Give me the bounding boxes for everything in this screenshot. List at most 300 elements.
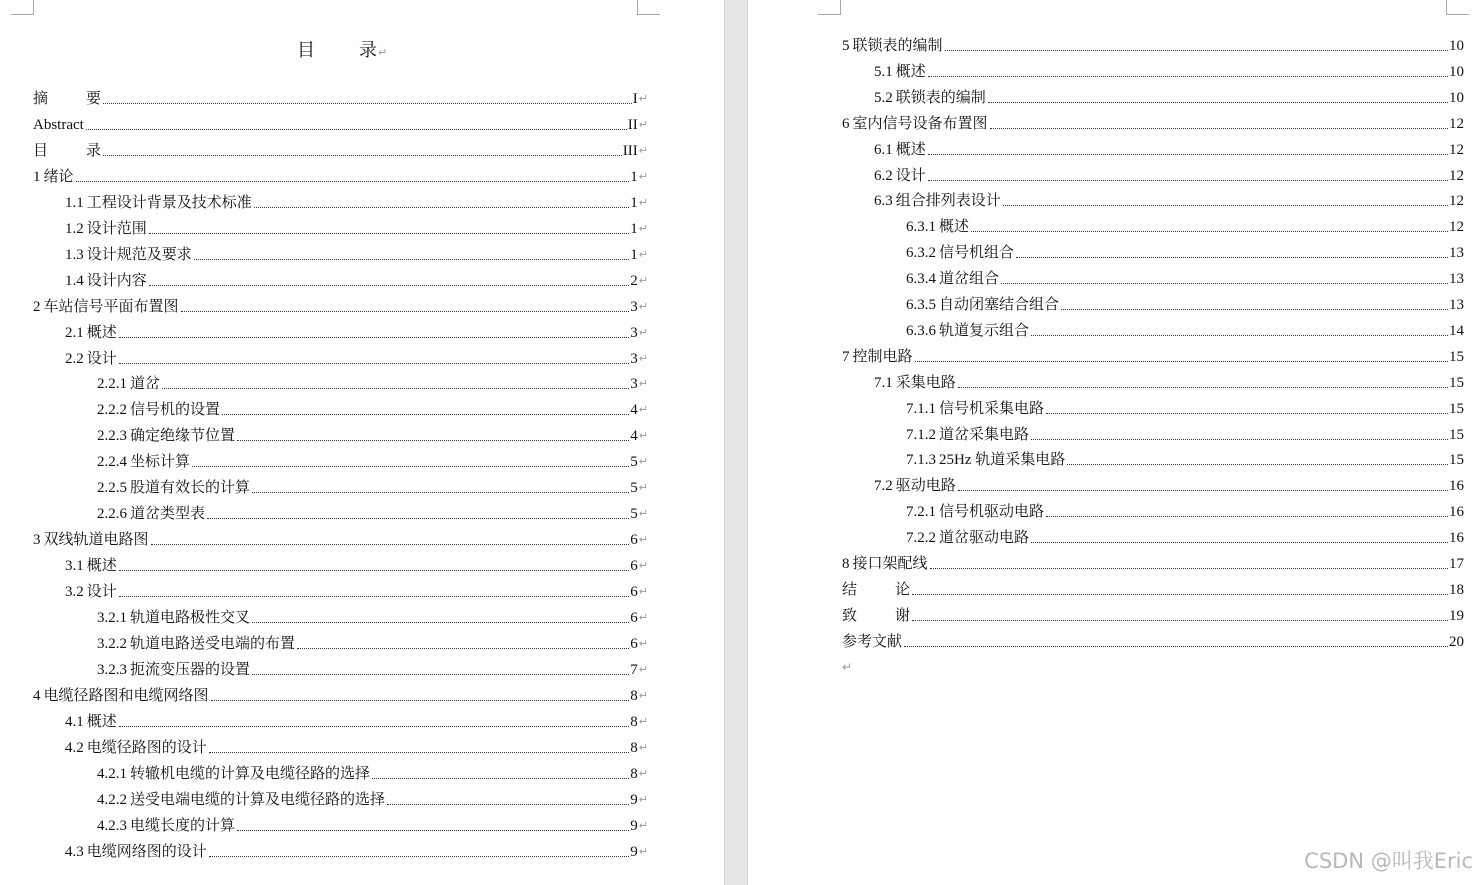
toc-entry[interactable]: [874, 140, 1464, 160]
toc-leader-dots: [209, 752, 630, 753]
toc-entry-label: [874, 62, 928, 82]
toc-entry[interactable]: [65, 245, 648, 265]
toc-entry-page: 3: [630, 298, 638, 315]
toc-entry-text: 信号机的设置: [130, 402, 221, 419]
toc-entry-label: [842, 632, 904, 652]
paragraph-mark-icon: ↵: [638, 611, 648, 624]
toc-leader-dots: [209, 856, 630, 857]
toc-entry-page: 15: [1449, 374, 1464, 391]
toc-entry-number: 4.1: [65, 713, 84, 730]
toc-entry-label: [97, 504, 207, 524]
toc-entry[interactable]: [97, 504, 648, 524]
toc-entry-text: 工程设计背景及技术标准: [86, 194, 252, 211]
toc-entry-text: 设计规范及要求: [86, 246, 192, 263]
toc-entry-label: [874, 191, 1003, 211]
toc-entry-number: 7.2.1: [906, 504, 936, 521]
toc-leader-dots: [928, 180, 1448, 181]
paragraph-mark-icon: ↵: [638, 169, 648, 183]
toc-entry-text: 概述: [86, 324, 117, 341]
paragraph-mark-icon: ↵: [638, 455, 648, 469]
toc-entry[interactable]: [906, 425, 1464, 445]
toc-entry-text: 组合排列表设计: [895, 193, 1001, 210]
toc-entry-label: [65, 712, 119, 732]
toc-entry-text: 股道有效长的计算: [130, 480, 251, 497]
toc-leader-dots: [912, 594, 1448, 595]
toc-entry[interactable]: [97, 816, 648, 836]
paragraph-mark-icon: ↵: [638, 117, 648, 131]
toc-entry-page: 7: [630, 661, 638, 678]
toc-entry-text: Abstract: [33, 116, 84, 133]
toc-leader-dots: [103, 103, 632, 104]
toc-entry[interactable]: [874, 476, 1464, 496]
toc-entry-text: 扼流变压器的设置: [130, 661, 251, 678]
toc-leader-dots: [151, 544, 630, 545]
toc-entry-text-part2: 谢: [895, 607, 911, 624]
toc-entry-number: 6.3.2: [906, 245, 936, 262]
toc-entry-label: [97, 608, 252, 628]
toc-entry-page: 1: [630, 220, 638, 237]
toc-entry-number: 6.3.1: [906, 219, 936, 236]
toc-entry-page: 6: [630, 558, 638, 575]
toc-entry[interactable]: [97, 374, 648, 394]
toc-entry-number: 6.1: [874, 141, 893, 158]
toc-entry-number: 6.3.4: [906, 271, 936, 288]
toc-leader-dots: [1031, 335, 1448, 336]
toc-entry-page: 1: [630, 194, 638, 211]
toc-entry-number: 2.2.6: [97, 506, 127, 523]
toc-entry-page: 10: [1449, 38, 1464, 54]
toc-entry-number: 6.3.6: [906, 322, 936, 339]
toc-entry-number: 2: [33, 298, 41, 315]
paragraph-mark-icon: ↵: [842, 660, 853, 674]
toc-entry-text: 电缆网络图的设计: [86, 843, 207, 860]
toc-entry-page: 16: [1449, 530, 1464, 547]
toc-entry-number: 1.1: [65, 194, 84, 211]
toc-entry[interactable]: [97, 608, 648, 628]
toc-entry-page: 4: [630, 402, 638, 419]
toc-entry-label: [906, 450, 1067, 470]
toc-entry-page: II: [627, 116, 638, 133]
toc-entry-text: 采集电路: [895, 374, 956, 391]
toc-entry-text: 控制电路: [852, 348, 913, 365]
toc-entry-text: 设计: [86, 584, 117, 601]
watermark: CSDN @叫我Eric: [1304, 849, 1473, 873]
paragraph-mark-icon: ↵: [638, 92, 648, 105]
paragraph-mark-icon: ↵: [638, 844, 648, 858]
toc-entry[interactable]: [906, 450, 1464, 470]
toc-entry-text: 设计: [86, 350, 117, 367]
crop-mark-top-left: [11, 0, 34, 15]
toc-entry[interactable]: [97, 426, 648, 446]
toc-entry-page: 13: [1449, 297, 1464, 313]
toc-leader-dots: [103, 155, 622, 156]
toc-entry-number: 4.2.2: [97, 791, 127, 808]
toc-entry-text-part1: 目: [33, 142, 49, 159]
toc-heading: [297, 36, 387, 62]
toc-entry-text: 设计内容: [86, 272, 147, 289]
toc-leader-dots: [297, 648, 629, 649]
toc-entry-text: 送受电端电缆的计算及电缆径路的选择: [130, 791, 386, 808]
toc-entry-number: 2.2.2: [97, 402, 127, 419]
toc-leader-dots: [181, 311, 630, 312]
paragraph-mark-icon: ↵: [638, 662, 648, 676]
toc-entry[interactable]: [33, 89, 648, 109]
toc-entry-number: 1.3: [65, 246, 84, 263]
toc-entry-label: [33, 686, 211, 706]
toc-entry-number: 2.2.1: [97, 376, 127, 393]
toc-entry-number: 6.3.5: [906, 297, 936, 313]
toc-entry-page: 6: [630, 532, 638, 549]
toc-leader-dots: [912, 620, 1448, 621]
toc-leader-dots: [930, 568, 1448, 569]
toc-entry-page: 5: [630, 480, 638, 497]
toc-entry-number: 1.4: [65, 272, 84, 289]
toc-entry[interactable]: [33, 297, 648, 317]
toc-entry-label: [842, 554, 930, 574]
toc-entry[interactable]: [842, 580, 1464, 600]
toc-leader-dots: [254, 207, 630, 208]
toc-entry-label: [874, 373, 958, 393]
paragraph-mark-icon: ↵: [638, 221, 648, 235]
toc-entry[interactable]: [842, 347, 1464, 367]
toc-entry-label: [33, 141, 103, 161]
toc-leader-dots: [958, 387, 1448, 388]
toc-leader-dots: [988, 102, 1448, 103]
toc-entry[interactable]: [842, 36, 1464, 56]
toc-leader-dots: [252, 674, 629, 675]
toc-entry-label: [65, 323, 119, 343]
toc-entry-page: 12: [1449, 115, 1464, 132]
toc-entry-page: 2: [630, 272, 638, 289]
toc-entry-text: 室内信号设备布置图: [852, 115, 988, 132]
toc-entry-text-part1: 摘: [33, 91, 49, 107]
toc-entry-label: [842, 606, 912, 626]
toc-leader-dots: [1067, 464, 1448, 465]
paragraph-mark-icon: ↵: [638, 429, 648, 443]
toc-entry-label: [874, 140, 928, 160]
toc-entry[interactable]: [874, 88, 1464, 108]
toc-entry-text: 道岔类型表: [130, 506, 206, 523]
toc-entry[interactable]: [874, 191, 1464, 211]
paragraph-mark-icon: ↵: [638, 740, 648, 754]
toc-leader-dots: [119, 570, 630, 571]
toc-entry-page: 15: [1449, 348, 1464, 365]
toc-entry-number: 3.2.2: [97, 635, 127, 652]
toc-leader-dots: [252, 492, 629, 493]
toc-entry-text: 25Hz 轨道采集电路: [939, 452, 1066, 469]
toc-entry-page: 13: [1449, 245, 1464, 262]
toc-entry-number: 2.1: [65, 324, 84, 341]
toc-entry-text: 双线轨道电路图: [43, 532, 149, 549]
toc-entry-page: 6: [630, 610, 638, 626]
paragraph-mark-icon: ↵: [638, 481, 648, 495]
toc-entry-number: 2.2: [65, 350, 84, 367]
toc-leader-dots: [1031, 542, 1448, 543]
paragraph-mark-icon: ↵: [638, 377, 648, 391]
toc-entry-page: 4: [630, 428, 638, 445]
paragraph-mark-icon: ↵: [638, 143, 648, 157]
toc-entry-page: 16: [1449, 504, 1464, 521]
toc-entry-text: 接口架配线: [852, 556, 928, 572]
toc-entry-page: 1: [630, 246, 638, 263]
toc-entry-text-part1: 结: [842, 581, 858, 598]
toc-entry-text: 轨道电路送受电端的布置: [130, 635, 296, 652]
toc-entry-page: 18: [1449, 581, 1464, 598]
toc-entry-label: [65, 271, 149, 291]
toc-entry[interactable]: [33, 530, 648, 550]
toc-entry[interactable]: [842, 606, 1464, 626]
toc-entry[interactable]: [97, 634, 648, 654]
paragraph-mark-icon: ↵: [638, 714, 648, 728]
toc-entry-text: 轨道复示组合: [939, 322, 1030, 339]
toc-entry-label: [97, 764, 372, 784]
toc-entry-text: 概述: [86, 713, 117, 730]
toc-entry-page: 14: [1449, 322, 1464, 339]
toc-entry-page: 6: [630, 635, 638, 652]
toc-entry-page: 8: [630, 739, 638, 756]
toc-entry-text: 驱动电路: [895, 478, 956, 495]
toc-entry-number: 8: [842, 556, 850, 572]
paragraph-mark-icon: ↵: [638, 766, 648, 780]
toc-entry-page: 12: [1449, 141, 1464, 158]
toc-entry-text: 概述: [86, 558, 117, 575]
toc-entry-text: 联锁表的编制: [852, 38, 943, 54]
toc-leader-dots: [372, 778, 629, 779]
toc-entry-text: 绪论: [43, 168, 74, 185]
toc-leader-dots: [237, 830, 629, 831]
toc-leader-dots: [1003, 205, 1448, 206]
toc-entry[interactable]: [906, 528, 1464, 548]
toc-entry-text: 道岔组合: [939, 271, 1000, 288]
toc-entry-number: 7.1.1: [906, 400, 936, 417]
toc-entry-label: [97, 634, 297, 654]
toc-entry[interactable]: [906, 269, 1464, 289]
toc-entry-number: 2.2.5: [97, 480, 127, 497]
toc-entry-text: 参考文献: [842, 633, 903, 650]
crop-mark-top-right: [637, 0, 660, 15]
toc-entry-number: 4: [33, 687, 41, 704]
toc-entry-number: 3.2.1: [97, 610, 127, 626]
toc-entry[interactable]: [874, 373, 1464, 393]
toc-entry[interactable]: [97, 660, 648, 680]
toc-entry-text: 坐标计算: [130, 454, 191, 471]
toc-entry-label: [906, 425, 1031, 445]
toc-entry-number: 4.3: [65, 843, 84, 860]
toc-entry-number: 3.2.3: [97, 661, 127, 678]
toc-entry[interactable]: [874, 166, 1464, 186]
toc-entry[interactable]: [906, 295, 1464, 315]
toc-entry-page: 3: [630, 350, 638, 367]
toc-heading-part1: 目: [297, 40, 315, 60]
paragraph-mark-icon: ↵: [638, 351, 648, 365]
toc-entry-text: 信号机组合: [939, 245, 1015, 262]
toc-entry[interactable]: [906, 243, 1464, 263]
toc-entry[interactable]: [97, 452, 648, 472]
toc-leader-dots: [119, 337, 630, 338]
toc-entry-page: 9: [630, 817, 638, 834]
toc-entry-label: [33, 167, 76, 187]
toc-entry-number: 7.1.2: [906, 426, 936, 443]
toc-entry-number: 3: [33, 532, 41, 549]
toc-entry[interactable]: [97, 764, 648, 784]
toc-leader-dots: [971, 231, 1448, 232]
paragraph-mark-icon: ↵: [638, 636, 648, 650]
toc-leader-dots: [1016, 257, 1448, 258]
toc-entry-label: [97, 660, 252, 680]
toc-entry-number: 7.2.2: [906, 530, 936, 547]
toc-entry-page: 15: [1449, 400, 1464, 417]
toc-entry[interactable]: [906, 502, 1464, 522]
toc-entry[interactable]: [906, 399, 1464, 419]
toc-entry-number: 1.2: [65, 220, 84, 237]
toc-entry[interactable]: [33, 115, 648, 135]
toc-entry-label: [65, 219, 149, 239]
toc-entry[interactable]: [906, 321, 1464, 341]
toc-leader-dots: [211, 700, 630, 701]
toc-entry-text: 转辙机电缆的计算及电缆径路的选择: [130, 765, 371, 782]
paragraph-mark-icon: ↵: [638, 585, 648, 599]
toc-entry-number: 7.1: [874, 374, 893, 391]
toc-entry[interactable]: [97, 478, 648, 498]
toc-entry-page: 20: [1449, 633, 1464, 650]
toc-entry-label: [906, 217, 971, 237]
toc-entry-label: [842, 580, 912, 600]
toc-entry-number: 4.2: [65, 739, 84, 756]
toc-entry[interactable]: [65, 349, 648, 369]
toc-entry-text: 电缆径路图的设计: [86, 739, 207, 756]
toc-entry[interactable]: [97, 400, 648, 420]
toc-entry-page: 8: [630, 765, 638, 782]
toc-entry-page: 12: [1449, 219, 1464, 236]
toc-entry-text: 车站信号平面布置图: [43, 298, 179, 315]
toc-entry-number: 4.2.1: [97, 765, 127, 782]
toc-entry[interactable]: [33, 167, 648, 187]
toc-leader-dots: [945, 50, 1448, 51]
toc-entry[interactable]: [906, 217, 1464, 237]
toc-entry-text: 道岔驱动电路: [939, 530, 1030, 547]
paragraph-mark-icon: ↵: [378, 46, 388, 59]
toc-leader-dots: [119, 596, 630, 597]
toc-entry[interactable]: [33, 686, 648, 706]
crop-mark-top-right: [1446, 0, 1469, 15]
toc-leader-dots: [252, 622, 629, 623]
toc-entry-page: 5: [630, 454, 638, 471]
paragraph-mark-icon: ↵: [638, 247, 648, 261]
toc-entry[interactable]: [65, 556, 648, 576]
toc-entry-text: 道岔: [130, 376, 161, 393]
toc-leader-dots: [162, 388, 629, 389]
toc-entry-label: [874, 476, 958, 496]
toc-entry-page: 3: [630, 376, 638, 393]
toc-leader-dots: [1061, 309, 1448, 310]
toc-leader-dots: [207, 518, 629, 519]
toc-entry-label: [65, 842, 209, 862]
toc-entry-text: 信号机驱动电路: [939, 504, 1045, 521]
toc-entry[interactable]: [97, 790, 648, 810]
toc-entry-number: 6.2: [874, 167, 893, 184]
toc-entry-number: 6.3: [874, 193, 893, 210]
toc-entry[interactable]: [65, 193, 648, 213]
toc-entry-label: [97, 426, 237, 446]
toc-entry-page: 9: [630, 791, 638, 808]
toc-entry-page: 15: [1449, 426, 1464, 443]
paragraph-mark-icon: ↵: [638, 273, 648, 287]
toc-entry-label: [906, 399, 1046, 419]
toc-entry-page: I: [632, 91, 638, 107]
toc-leader-dots: [958, 490, 1448, 491]
toc-entry-text-part2: 录: [86, 142, 102, 159]
toc-entry-page: 19: [1449, 607, 1464, 624]
toc-entry[interactable]: [65, 219, 648, 239]
toc-entry[interactable]: [33, 141, 648, 161]
toc-entry-label: [906, 269, 1001, 289]
toc-entry[interactable]: [65, 582, 648, 602]
toc-entry[interactable]: [65, 323, 648, 343]
toc-leader-dots: [387, 804, 629, 805]
toc-entry-label: [33, 115, 86, 135]
toc-entry-label: [97, 478, 252, 498]
toc-leader-dots: [990, 128, 1448, 129]
toc-leader-dots: [1001, 283, 1448, 284]
paragraph-mark-icon: ↵: [638, 299, 648, 313]
toc-entry-number: 6: [842, 115, 850, 132]
toc-entry-text-part2: 要: [86, 91, 102, 107]
toc-entry[interactable]: [65, 842, 648, 862]
toc-entry[interactable]: [842, 554, 1464, 574]
toc-entry-label: [65, 193, 254, 213]
toc-entry-number: 2.2.3: [97, 428, 127, 445]
toc-entry-number: 3.1: [65, 558, 84, 575]
toc-heading-part2: 录: [359, 40, 377, 60]
toc-entry[interactable]: [65, 271, 648, 291]
toc-entry-text-part1: 致: [842, 607, 858, 624]
page-left: [0, 0, 724, 885]
toc-leader-dots: [119, 363, 630, 364]
toc-entry-label: [906, 502, 1046, 522]
toc-entry-label: [906, 321, 1031, 341]
toc-entry-label: [842, 114, 990, 134]
toc-entry-page: III: [622, 142, 638, 159]
toc-entry-text: 设计范围: [86, 220, 147, 237]
toc-leader-dots: [1046, 413, 1448, 414]
toc-entry-label: [842, 347, 915, 367]
toc-entry-text: 概述: [939, 219, 970, 236]
paragraph-mark-icon: ↵: [638, 818, 648, 832]
toc-entry-text: 道岔采集电路: [939, 426, 1030, 443]
toc-entry[interactable]: [842, 114, 1464, 134]
toc-entry[interactable]: [842, 632, 1464, 652]
toc-leader-dots: [1046, 516, 1448, 517]
toc-entry-label: [906, 295, 1061, 315]
toc-entry-page: 13: [1449, 271, 1464, 288]
toc-entry[interactable]: [65, 712, 648, 732]
toc-entry[interactable]: [874, 62, 1464, 82]
toc-leader-dots: [928, 76, 1448, 77]
paragraph-mark-icon: ↵: [638, 325, 648, 339]
toc-leader-dots: [928, 154, 1448, 155]
toc-entry-text: 概述: [895, 141, 926, 158]
crop-mark-top-left: [818, 0, 841, 15]
toc-entry-label: [97, 400, 222, 420]
toc-entry-number: 5.1: [874, 63, 893, 80]
toc-entry-page: 17: [1449, 556, 1464, 572]
toc-entry-text: 电缆径路图和电缆网络图: [43, 687, 209, 704]
toc-entry-page: 16: [1449, 478, 1464, 495]
toc-entry[interactable]: [65, 738, 648, 758]
toc-entry-page: 15: [1449, 452, 1464, 469]
toc-entry-text: 联锁表的编制: [895, 89, 986, 106]
toc-entry-number: 5: [842, 38, 850, 54]
